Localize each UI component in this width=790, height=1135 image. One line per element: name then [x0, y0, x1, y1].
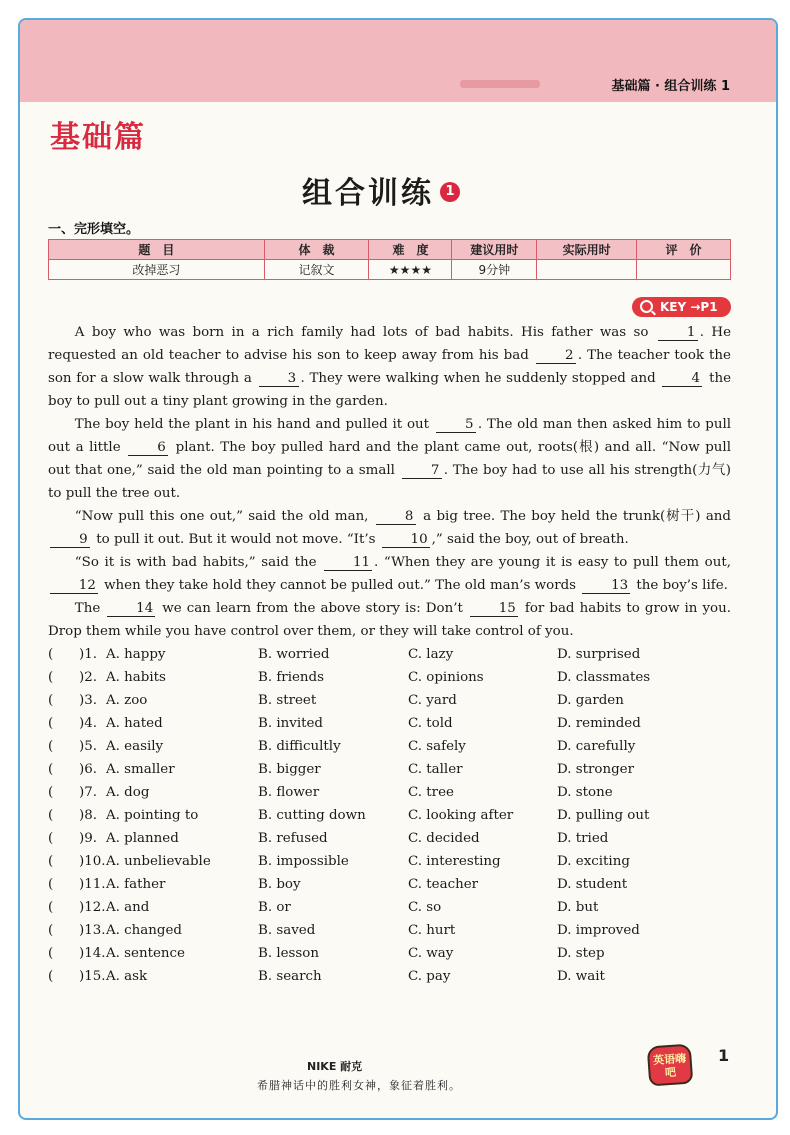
- option-b[interactable]: B. saved: [258, 923, 316, 938]
- header-cell: 建议用时: [452, 240, 537, 260]
- option-c[interactable]: C. interesting: [408, 854, 501, 869]
- passage-text: to pull it out. But it would not move. “It’s: [92, 532, 380, 547]
- question-number: )14.: [79, 946, 106, 961]
- option-a[interactable]: A. dog: [106, 785, 150, 800]
- blank-13: 13: [582, 578, 630, 594]
- running-title: 基础篇 · 组合训练 1: [611, 79, 730, 94]
- option-b[interactable]: B. or: [258, 900, 291, 915]
- footer-brand: NIKE 耐克: [307, 1060, 363, 1073]
- question-number: )3.: [79, 693, 98, 708]
- page: [18, 18, 778, 1120]
- question-row: [48, 942, 731, 965]
- passage-paragraph: [48, 597, 731, 643]
- option-a[interactable]: A. changed: [106, 923, 182, 938]
- option-d[interactable]: D. pulling out: [557, 808, 650, 823]
- info-table: [48, 239, 731, 280]
- header-decoration: [460, 80, 540, 88]
- passage-text: ,” said the boy, out of breath.: [431, 532, 629, 547]
- question-row: [48, 827, 731, 850]
- answer-bracket[interactable]: (: [48, 808, 54, 823]
- question-row: [48, 689, 731, 712]
- question-row: [48, 735, 731, 758]
- question-number: )8.: [79, 808, 98, 823]
- option-d[interactable]: D. stone: [557, 785, 613, 800]
- passage-text: the boy’s life.: [632, 578, 728, 593]
- option-b[interactable]: B. invited: [258, 716, 323, 731]
- question-row: [48, 781, 731, 804]
- passage-text: The: [74, 601, 106, 616]
- blank-4: 4: [662, 371, 702, 387]
- passage-text: “Now pull this one out,” said the old man,: [74, 509, 374, 524]
- cell-difficulty: ★★★★: [369, 260, 452, 280]
- option-b[interactable]: B. street: [258, 693, 317, 708]
- question-number: )13.: [79, 923, 106, 938]
- option-d[interactable]: D. classmates: [557, 670, 651, 685]
- answer-bracket[interactable]: (: [48, 900, 54, 915]
- question-number: )5.: [79, 739, 98, 754]
- blank-12: 12: [50, 578, 98, 594]
- question-number: )15.: [79, 969, 106, 984]
- option-b[interactable]: B. worried: [258, 647, 330, 662]
- option-d[interactable]: D. but: [557, 900, 599, 915]
- passage-text: a big tree. The boy held the trunk(树干) and: [417, 509, 732, 524]
- answer-bracket[interactable]: (: [48, 716, 54, 731]
- option-b[interactable]: B. flower: [258, 785, 320, 800]
- option-a[interactable]: A. smaller: [106, 762, 175, 777]
- passage-text: . He requested an old teacher to advise his son to keep away from his bad: [48, 325, 731, 363]
- option-c[interactable]: C. taller: [408, 762, 463, 777]
- header-cell: 难 度: [369, 240, 452, 260]
- answer-bracket[interactable]: (: [48, 762, 54, 777]
- option-d[interactable]: D. step: [557, 946, 605, 961]
- blank-3: 3: [259, 371, 299, 387]
- question-row: [48, 896, 731, 919]
- footer-caption: 希腊神话中的胜利女神，象征着胜利。: [257, 1079, 461, 1092]
- option-a[interactable]: A. easily: [106, 739, 164, 754]
- blank-5: 5: [436, 417, 476, 433]
- cell-topic: 改掉恶习: [49, 260, 265, 280]
- cell-genre: 记叙文: [264, 260, 369, 280]
- answer-bracket[interactable]: (: [48, 923, 54, 938]
- blank-7: 7: [402, 463, 442, 479]
- blank-9: 9: [50, 532, 90, 548]
- option-b[interactable]: B. search: [258, 969, 322, 984]
- blank-11: 11: [324, 555, 372, 571]
- option-a[interactable]: A. sentence: [106, 946, 185, 961]
- passage-text: when they take hold they cannot be pulled out.” The old man’s words: [99, 578, 581, 593]
- question-row: [48, 919, 731, 942]
- option-a[interactable]: A. hated: [106, 716, 163, 731]
- option-c[interactable]: C. so: [408, 900, 442, 915]
- option-c[interactable]: C. yard: [408, 693, 457, 708]
- passage-text: “So it is with bad habits,” said the: [74, 555, 323, 570]
- options-list: [48, 643, 731, 988]
- passage-text: A boy who was born in a rich family had lots of bad habits. His father was so: [74, 325, 656, 340]
- question-number: )11.: [79, 877, 106, 892]
- option-a[interactable]: A. pointing to: [106, 808, 199, 823]
- question-number: )6.: [79, 762, 98, 777]
- passage-paragraph: [48, 505, 731, 551]
- option-b[interactable]: B. bigger: [258, 762, 321, 777]
- answer-bracket[interactable]: (: [48, 877, 54, 892]
- option-c[interactable]: C. looking after: [408, 808, 514, 823]
- answer-bracket[interactable]: (: [48, 946, 54, 961]
- blank-8: 8: [376, 509, 416, 525]
- answer-bracket[interactable]: (: [48, 854, 54, 869]
- option-c[interactable]: C. decided: [408, 831, 480, 846]
- option-d[interactable]: D. carefully: [557, 739, 636, 754]
- option-b[interactable]: B. refused: [258, 831, 328, 846]
- blank-6: 6: [128, 440, 168, 456]
- question-number: )4.: [79, 716, 98, 731]
- header-cell: 实际用时: [537, 240, 637, 260]
- option-c[interactable]: C. teacher: [408, 877, 479, 892]
- blank-14: 14: [107, 601, 155, 617]
- passage-text: we can learn from the above story is: Don’t: [157, 601, 468, 616]
- option-b[interactable]: B. lesson: [258, 946, 319, 961]
- question-number: )2.: [79, 670, 98, 685]
- section-title: 基础篇: [50, 120, 146, 155]
- passage-text: the boy to pull out a tiny plant growing in the garden.: [48, 371, 732, 409]
- page-title: [302, 168, 460, 212]
- option-c[interactable]: C. hurt: [408, 923, 456, 938]
- option-d[interactable]: D. stronger: [557, 762, 635, 777]
- question-row: [48, 965, 731, 988]
- question-row: [48, 712, 731, 735]
- passage-text: . The boy had to use all his strength(力气) to pull the tree out.: [48, 463, 731, 501]
- option-c[interactable]: C. tree: [408, 785, 454, 800]
- answer-key-label: KEY →P1: [660, 300, 718, 314]
- option-c[interactable]: C. told: [408, 716, 453, 731]
- option-a[interactable]: A. planned: [106, 831, 179, 846]
- option-b[interactable]: B. impossible: [258, 854, 349, 869]
- option-d[interactable]: D. reminded: [557, 716, 641, 731]
- option-a[interactable]: A. unbelievable: [106, 854, 211, 869]
- part-heading: 一、完形填空。: [48, 222, 140, 237]
- question-row: [48, 804, 731, 827]
- option-d[interactable]: D. tried: [557, 831, 609, 846]
- blank-1: 1: [658, 325, 698, 341]
- option-c[interactable]: C. opinions: [408, 670, 484, 685]
- option-b[interactable]: B. boy: [258, 877, 301, 892]
- cloze-passage: [48, 321, 731, 643]
- title-number-badge: 1: [440, 182, 460, 202]
- option-a[interactable]: A. happy: [106, 647, 166, 662]
- option-c[interactable]: C. pay: [408, 969, 451, 984]
- logo-badge: 英语嗨吧: [647, 1044, 694, 1087]
- passage-text: plant. The boy pulled hard and the plant came out, roots(根) and all. “Now pull out that one,” said the old man pointing to a small: [48, 440, 731, 478]
- header-cell: 评 价: [637, 240, 731, 260]
- passage-text: The boy held the plant in his hand and pulled it out: [74, 417, 434, 432]
- passage-paragraph: [48, 413, 731, 505]
- blank-10: 10: [382, 532, 430, 548]
- question-number: )7.: [79, 785, 98, 800]
- cell-suggested-time: 9分钟: [452, 260, 537, 280]
- header-cell: 体 裁: [264, 240, 369, 260]
- cell-evaluation: [637, 260, 731, 280]
- option-b[interactable]: B. difficultly: [258, 739, 341, 754]
- passage-text: . “When they are young it is easy to pull them out,: [373, 555, 731, 570]
- option-a[interactable]: A. zoo: [106, 693, 148, 708]
- question-row: [48, 873, 731, 896]
- question-row: [48, 643, 731, 666]
- option-c[interactable]: C. way: [408, 946, 454, 961]
- question-row: [48, 850, 731, 873]
- option-a[interactable]: A. father: [106, 877, 166, 892]
- option-a[interactable]: A. habits: [106, 670, 166, 685]
- answer-bracket[interactable]: (: [48, 831, 54, 846]
- option-d[interactable]: D. student: [557, 877, 628, 892]
- passage-paragraph: [48, 321, 731, 413]
- header-band: [20, 20, 776, 102]
- blank-2: 2: [536, 348, 576, 364]
- option-b[interactable]: B. cutting down: [258, 808, 366, 823]
- page-number: 1: [718, 1046, 730, 1065]
- option-a[interactable]: A. and: [106, 900, 150, 915]
- option-d[interactable]: D. exciting: [557, 854, 630, 869]
- option-d[interactable]: D. surprised: [557, 647, 641, 662]
- blank-15: 15: [470, 601, 518, 617]
- header-cell: 题 目: [49, 240, 265, 260]
- passage-text: . The old man then asked him to pull out a little: [48, 417, 732, 455]
- answer-bracket[interactable]: (: [48, 785, 54, 800]
- question-number: )1.: [79, 647, 98, 662]
- option-b[interactable]: B. friends: [258, 670, 324, 685]
- answer-bracket[interactable]: (: [48, 647, 54, 662]
- option-d[interactable]: D. wait: [557, 969, 605, 984]
- question-number: )10.: [79, 854, 106, 869]
- info-table-header: [49, 240, 731, 260]
- page-title-text: 组合训练: [302, 176, 434, 211]
- cell-actual-time: [537, 260, 637, 280]
- passage-text: . They were walking when he suddenly stopped and: [300, 371, 661, 386]
- info-table-row: [49, 260, 731, 280]
- answer-bracket[interactable]: (: [48, 670, 54, 685]
- passage-text: . The teacher took the son for a slow walk through a: [48, 348, 731, 386]
- option-c[interactable]: C. safely: [408, 739, 466, 754]
- passage-text: for bad habits to grow in you. Drop them while you have control over them, or they will take control of you.: [48, 601, 731, 639]
- passage-paragraph: [48, 551, 731, 597]
- option-d[interactable]: D. improved: [557, 923, 640, 938]
- question-number: )12.: [79, 900, 106, 915]
- option-c[interactable]: C. lazy: [408, 647, 454, 662]
- question-row: [48, 758, 731, 781]
- option-d[interactable]: D. garden: [557, 693, 624, 708]
- answer-key-tag: [632, 297, 731, 317]
- answer-bracket[interactable]: (: [48, 739, 54, 754]
- answer-bracket[interactable]: (: [48, 969, 54, 984]
- question-row: [48, 666, 731, 689]
- answer-bracket[interactable]: (: [48, 693, 54, 708]
- magnifier-icon: [640, 300, 653, 313]
- option-a[interactable]: A. ask: [106, 969, 148, 984]
- question-number: )9.: [79, 831, 98, 846]
